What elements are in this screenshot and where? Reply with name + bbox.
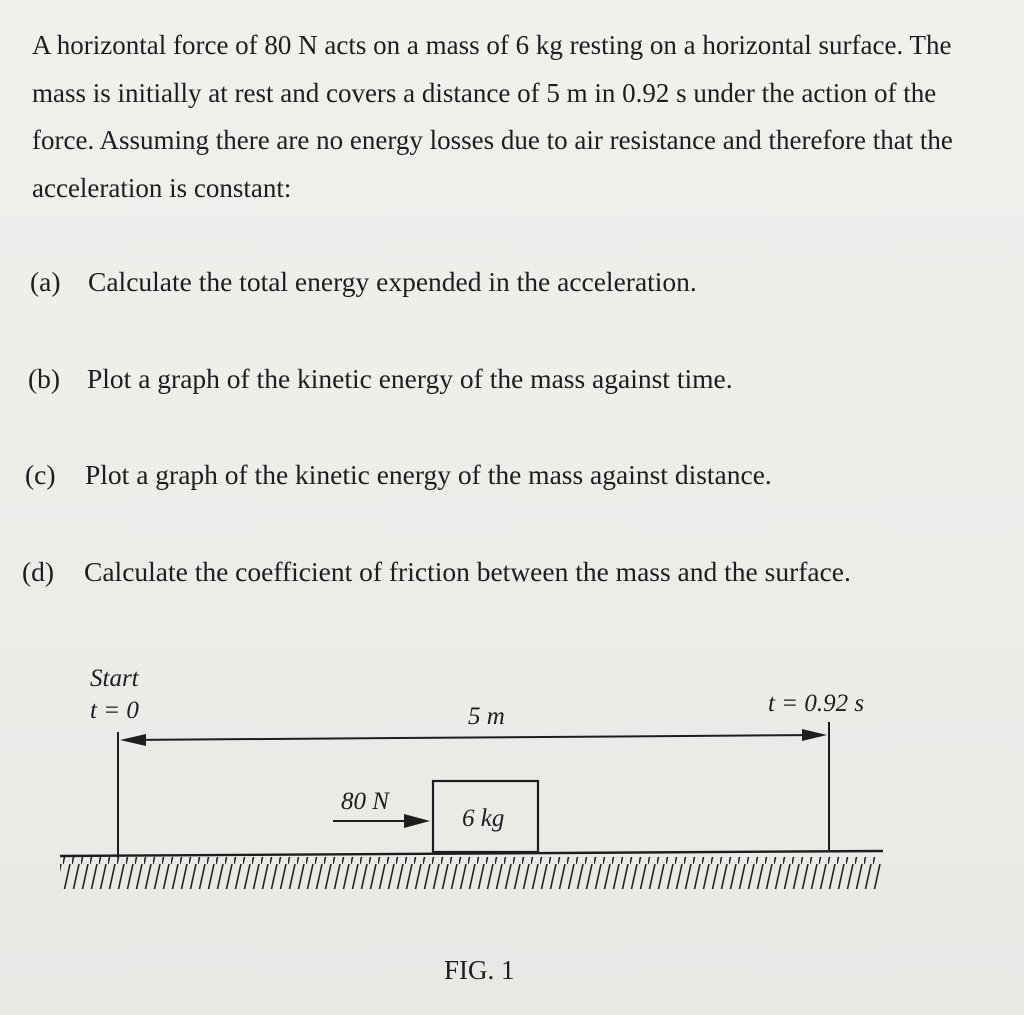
end-time-label: t = 0.92 s bbox=[768, 690, 865, 717]
start-time-label: t = 0 bbox=[90, 697, 139, 724]
question-label: (a) bbox=[30, 266, 61, 297]
mass-label: 6 kg bbox=[462, 805, 505, 832]
question-text: Calculate the total energy expended in the acceleration. bbox=[88, 266, 697, 297]
question-text: Plot a graph of the kinetic energy of the mass against distance. bbox=[85, 459, 772, 490]
question-label: (d) bbox=[22, 556, 55, 587]
distance-dimension-line bbox=[124, 735, 822, 740]
left-arrowhead bbox=[120, 734, 146, 746]
distance-label: 5 m bbox=[468, 703, 505, 730]
figure-caption: FIG. 1 bbox=[444, 955, 515, 985]
ground-hatching bbox=[60, 857, 882, 889]
force-arrowhead bbox=[404, 814, 430, 828]
question-text: Plot a graph of the kinetic energy of the mass against time. bbox=[87, 363, 733, 394]
question-label: (b) bbox=[28, 363, 61, 394]
start-label: Start bbox=[90, 665, 139, 692]
question-text: Calculate the coefficient of friction between the mass and the surface. bbox=[84, 556, 851, 587]
problem-statement: A horizontal force of 80 N acts on a mass of 6 kg resting on a horizontal surface. The mass is initially at rest and covers a distance of 5 m in 0.92 s under the action of the force. Assuming there are no energy losses due to air resistance and therefore that the acceleration is constant: bbox=[32, 30, 953, 203]
question-label: (c) bbox=[25, 459, 56, 490]
force-label: 80 N bbox=[341, 788, 389, 815]
right-arrowhead bbox=[802, 729, 827, 741]
